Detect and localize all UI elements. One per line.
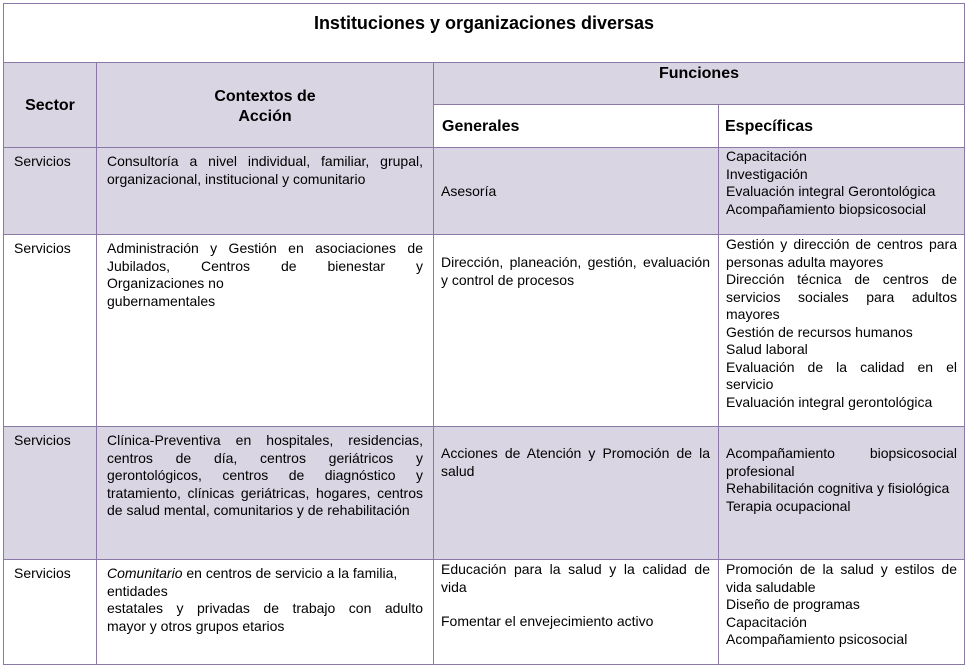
list-item: Acompañamiento psicosocial <box>726 631 908 647</box>
row2-contexto-text <box>107 240 423 310</box>
header-generales <box>433 104 719 148</box>
contexto-italic: Comunitario <box>107 565 183 581</box>
row4-sector <box>3 559 97 665</box>
header-contextos-label <box>97 87 433 127</box>
row2-generales-text: Dirección, planeación, gestión, evaluación y control de procesos <box>441 254 710 288</box>
list-item: Educación para la salud y la calidad de vida <box>441 561 710 595</box>
header-especificas <box>718 104 965 148</box>
list-item: Evaluación integral Gerontológica <box>726 183 936 199</box>
text-line: Administración y Gestión en asociaciones de <box>107 240 423 256</box>
list-item: Evaluación integral gerontológica <box>726 393 933 410</box>
list-item: Dirección técnica de centros de servicios sociales para adultos mayores <box>726 271 957 322</box>
header-contextos <box>96 62 434 148</box>
list-item: Salud laboral <box>726 341 808 357</box>
row1-sector-text: Servicios <box>14 153 71 169</box>
header-contextos-line2: Acción <box>238 108 292 125</box>
row3-especificas <box>718 426 965 560</box>
row3-generales <box>433 426 719 560</box>
table-title-cell <box>3 3 965 63</box>
list-item: Acompañamiento biopsicosocial <box>726 200 926 217</box>
text-line: estatales y privadas de trabajo con adulto <box>107 600 423 616</box>
header-sector-label: Sector <box>25 97 75 114</box>
header-contextos-line1: Contextos de <box>214 88 316 105</box>
row4-generales <box>433 559 719 665</box>
text-line <box>107 565 423 600</box>
list-item: Capacitación <box>726 613 807 630</box>
row3-contexto <box>96 426 434 560</box>
list-item: Investigación <box>726 165 808 182</box>
list-item: Promoción de la salud y estilos de vida saludable <box>726 561 957 595</box>
text-line: mayor y otros grupos etarios <box>107 617 285 634</box>
row2-especificas <box>718 234 965 427</box>
row4-especificas-list <box>726 561 957 649</box>
row3-contexto-text: Clínica-Preventiva en hospitales, residencias, centros de día, centros geriátricos y gerontológicos, centros de diagnóstico y tratamiento, clínicas geriátricas, hogares, centros de salud mental, comunitarios y de rehabilitación <box>107 432 423 518</box>
row1-sector <box>3 147 97 235</box>
header-funciones-label: Funciones <box>658 65 739 82</box>
row4-sector-text: Servicios <box>14 565 71 581</box>
row3-generales-text: Acciones de Atención y Promoción de la salud <box>441 445 710 479</box>
header-especificas-label: Específicas <box>725 118 814 135</box>
row1-especificas-list <box>726 148 957 218</box>
table-title: Instituciones y organizaciones diversas <box>313 13 655 33</box>
row1-especificas <box>718 147 965 235</box>
header-funciones <box>433 62 965 105</box>
text-line: Organizaciones no <box>107 275 224 291</box>
text-line: Jubilados, Centros de bienestar y <box>107 257 423 274</box>
row4-contexto-text <box>107 565 423 635</box>
row1-contexto <box>96 147 434 235</box>
list-item: Diseño de programas <box>726 596 860 612</box>
row1-contexto-text: Consultoría a nivel individual, familiar, grupal, organizacional, institucional y comunitario <box>107 153 423 187</box>
row3-sector-text: Servicios <box>14 432 71 448</box>
row3-sector <box>3 426 97 560</box>
row4-especificas <box>718 559 965 665</box>
list-item: Gestión y dirección de centros para personas adulta mayores <box>726 236 957 270</box>
row1-generales <box>433 147 719 235</box>
row1-generales-text: Asesoría <box>441 183 497 199</box>
row4-generales-list <box>441 561 710 631</box>
list-item: Terapia ocupacional <box>726 497 851 514</box>
row2-generales <box>433 234 719 427</box>
header-sector <box>3 62 97 148</box>
row2-contexto <box>96 234 434 427</box>
text-line: gubernamentales <box>107 292 216 309</box>
header-generales-label: Generales <box>442 118 520 135</box>
list-item: Evaluación de la calidad en el servicio <box>726 358 957 392</box>
list-item: Fomentar el envejecimiento activo <box>441 613 654 629</box>
list-item: Rehabilitación cognitiva y fisiológica <box>726 480 950 496</box>
text-line-rest: en centros de servicio a la familia, entidades <box>107 565 398 599</box>
row4-contexto <box>96 559 434 665</box>
row3-especificas-list <box>726 445 957 515</box>
row2-sector <box>3 234 97 427</box>
list-item: Capacitación <box>726 148 807 164</box>
row2-sector-text: Servicios <box>14 240 71 256</box>
row2-especificas-list <box>726 236 957 411</box>
list-item: Gestión de recursos humanos <box>726 323 913 340</box>
list-item: Acompañamiento biopsicosocial profesional <box>726 445 957 479</box>
